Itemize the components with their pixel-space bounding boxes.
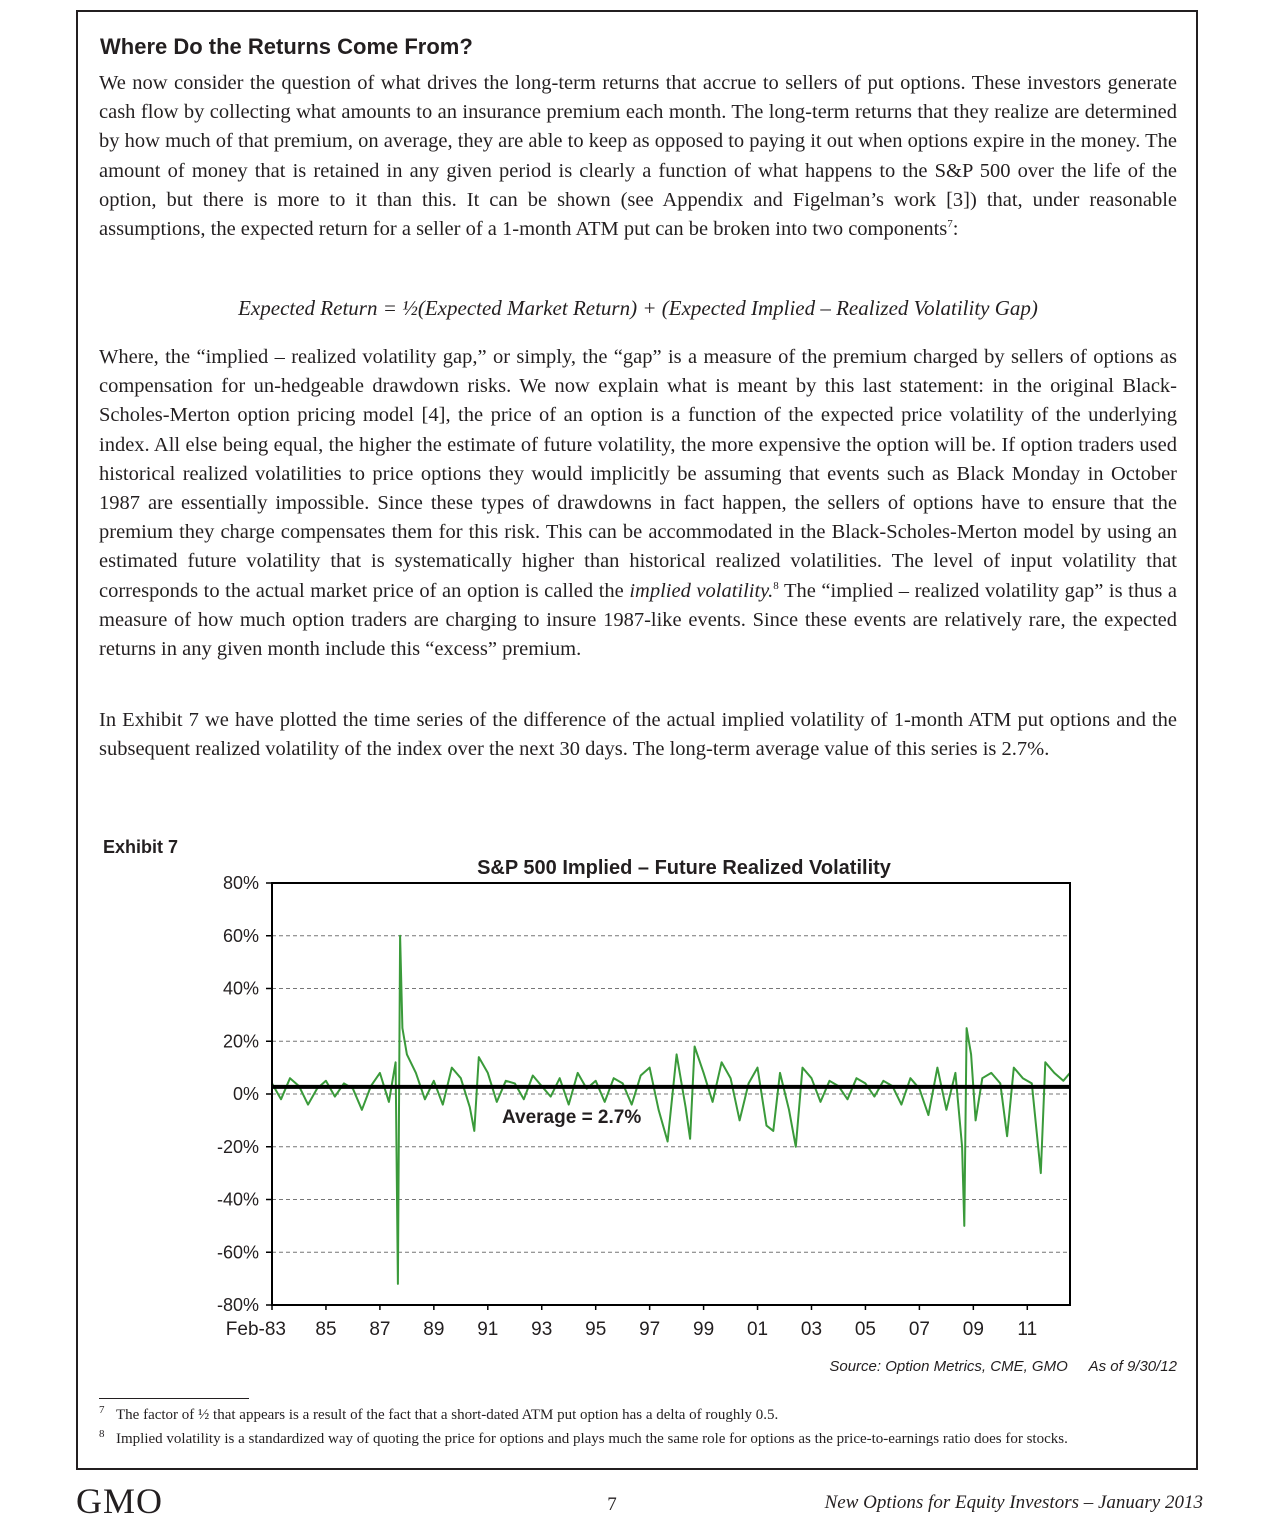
paragraph-2 <box>99 343 1177 664</box>
as-of-date: As of 9/30/12 <box>1088 1358 1177 1375</box>
y-tick-label: 60% <box>222 925 259 946</box>
footnote-text: Implied volatility is a standardized way of quoting the price for options and plays much the same role for options as the price-to-earnings ratio does for stocks. <box>116 1431 1068 1447</box>
x-tick-label: 87 <box>369 1319 391 1340</box>
paragraph-2-end: The “implied – realized volatility gap” is thus a measure of how much option traders are charging to insure 1987-like events. Since these events are relatively rare, the expected returns in any given month include this “excess” premium. <box>99 579 1178 661</box>
y-axis-ticks <box>217 873 272 1315</box>
implied-volatility-term: implied volatility. <box>629 579 774 602</box>
source-text: Source: Option Metrics, CME, GMO <box>829 1358 1068 1375</box>
x-tick-label: 03 <box>800 1319 823 1340</box>
y-tick-label: -80% <box>216 1295 259 1315</box>
paragraph-1-text: We now consider the question of what drives the long-term returns that accrue to sellers of put options. These investors generate cash flow by collecting what amounts to an insurance premium each month. The long-term returns that they realize are determined by how much of that premium, on average, they are able to keep as opposed to paying it out when options expire in the money. The amount of money that is retained in any given period is clearly a function of what happens to the S&P 500 over the life of the option, but there is more to it than this. It can be shown (see Appendix and Figelman’s work [3]) that, under reasonable assumptions, the expected return for a seller of a 1-month ATM put can be broken into two components <box>99 72 1177 241</box>
exhibit-label: Exhibit 7 <box>103 837 179 857</box>
x-tick-label: 05 <box>854 1319 877 1340</box>
y-tick-label: -60% <box>216 1242 259 1263</box>
running-title: New Options for Equity Investors – January 2013 <box>824 1492 1203 1513</box>
y-tick-label: -40% <box>216 1189 259 1210</box>
paragraph-1-end: : <box>952 218 959 241</box>
x-tick-label: 11 <box>1017 1319 1038 1340</box>
volatility-chart <box>200 850 1100 1350</box>
y-tick-label: 40% <box>222 978 259 999</box>
footnote-7: 7 The factor of ½ that appears is a result of the fact that a short-dated ATM put option has a delta of roughly 0.5. <box>99 1404 779 1423</box>
x-tick-label: 91 <box>477 1319 499 1340</box>
x-tick-label: 89 <box>423 1319 445 1340</box>
footnote-8: 8 Implied volatility is a standardized way of quoting the price for options and plays much the same role for options as the price-to-earnings ratio does for stocks. <box>99 1428 1068 1447</box>
x-tick-label: 93 <box>531 1319 553 1340</box>
y-tick-label: 20% <box>222 1031 259 1052</box>
footnote-ref-7[interactable]: 7 <box>947 218 953 231</box>
x-tick-label: 09 <box>962 1319 984 1340</box>
x-tick-label: 97 <box>639 1319 661 1340</box>
x-axis-ticks <box>226 1305 1037 1340</box>
x-tick-label: Feb-83 <box>225 1319 286 1340</box>
gmo-logo: GMO <box>76 1481 164 1521</box>
x-tick-label: 95 <box>585 1319 607 1340</box>
x-tick-label: 99 <box>693 1319 715 1340</box>
expected-return-equation: Expected Return = ½(Expected Market Return) + (Expected Implied – Realized Volatility Gap) <box>238 296 1038 320</box>
paragraph-3: In Exhibit 7 we have plotted the time series of the difference of the actual implied volatility of 1-month ATM put options and the subsequent realized volatility of the index over the next 30 days. The long-term average value of this series is 2.7%. <box>99 709 1177 761</box>
x-tick-label: 85 <box>315 1319 337 1340</box>
y-tick-label: 0% <box>232 1084 259 1104</box>
x-tick-label: 01 <box>746 1319 769 1340</box>
paragraph-2-text: Where, the “implied – realized volatility gap,” or simply, the “gap” is a measure of the premium charged by sellers of options as compensation for un-hedgeable drawdown risks. We now explain what is meant by this last statement: in the original Black-Scholes-Merton option pricing model [4], the price of an option is a function of the expected price volatility of the underlying index. All else being equal, the higher the estimate of future volatility, the more expensive the option will be. If option traders used historical realized volatilities to price options they would implicitly be assuming that events such as Black Monday in October 1987 are essentially impossible. Since these types of drawdowns in fact happen, the sellers of options have to ensure that the premium they charge compensates them for this risk. This can be accommodated in the Black-Scholes-Merton model by using an estimated future volatility that is systematically higher than historical realized volatilities. The level of input volatility that corresponds to the actual market price of an option is called the <box>99 346 1177 602</box>
page-number: 7 <box>607 1494 617 1515</box>
footnote-rule <box>99 1398 249 1399</box>
footnote-text: The factor of ½ that appears is a result of the fact that a short-dated ATM put option has a delta of roughly 0.5. <box>116 1407 779 1423</box>
average-label: Average = 2.7% <box>502 1106 642 1128</box>
section-heading: Where Do the Returns Come From? <box>100 34 473 59</box>
x-tick-label: 07 <box>908 1319 930 1340</box>
y-tick-label: -20% <box>216 1136 259 1157</box>
chart-title: S&P 500 Implied – Future Realized Volatility <box>477 857 891 879</box>
paragraph-1 <box>99 69 1177 244</box>
footnote-ref-8[interactable]: 8 <box>773 579 779 592</box>
exhibit-source <box>720 1358 1177 1375</box>
y-tick-label: 80% <box>222 873 259 893</box>
